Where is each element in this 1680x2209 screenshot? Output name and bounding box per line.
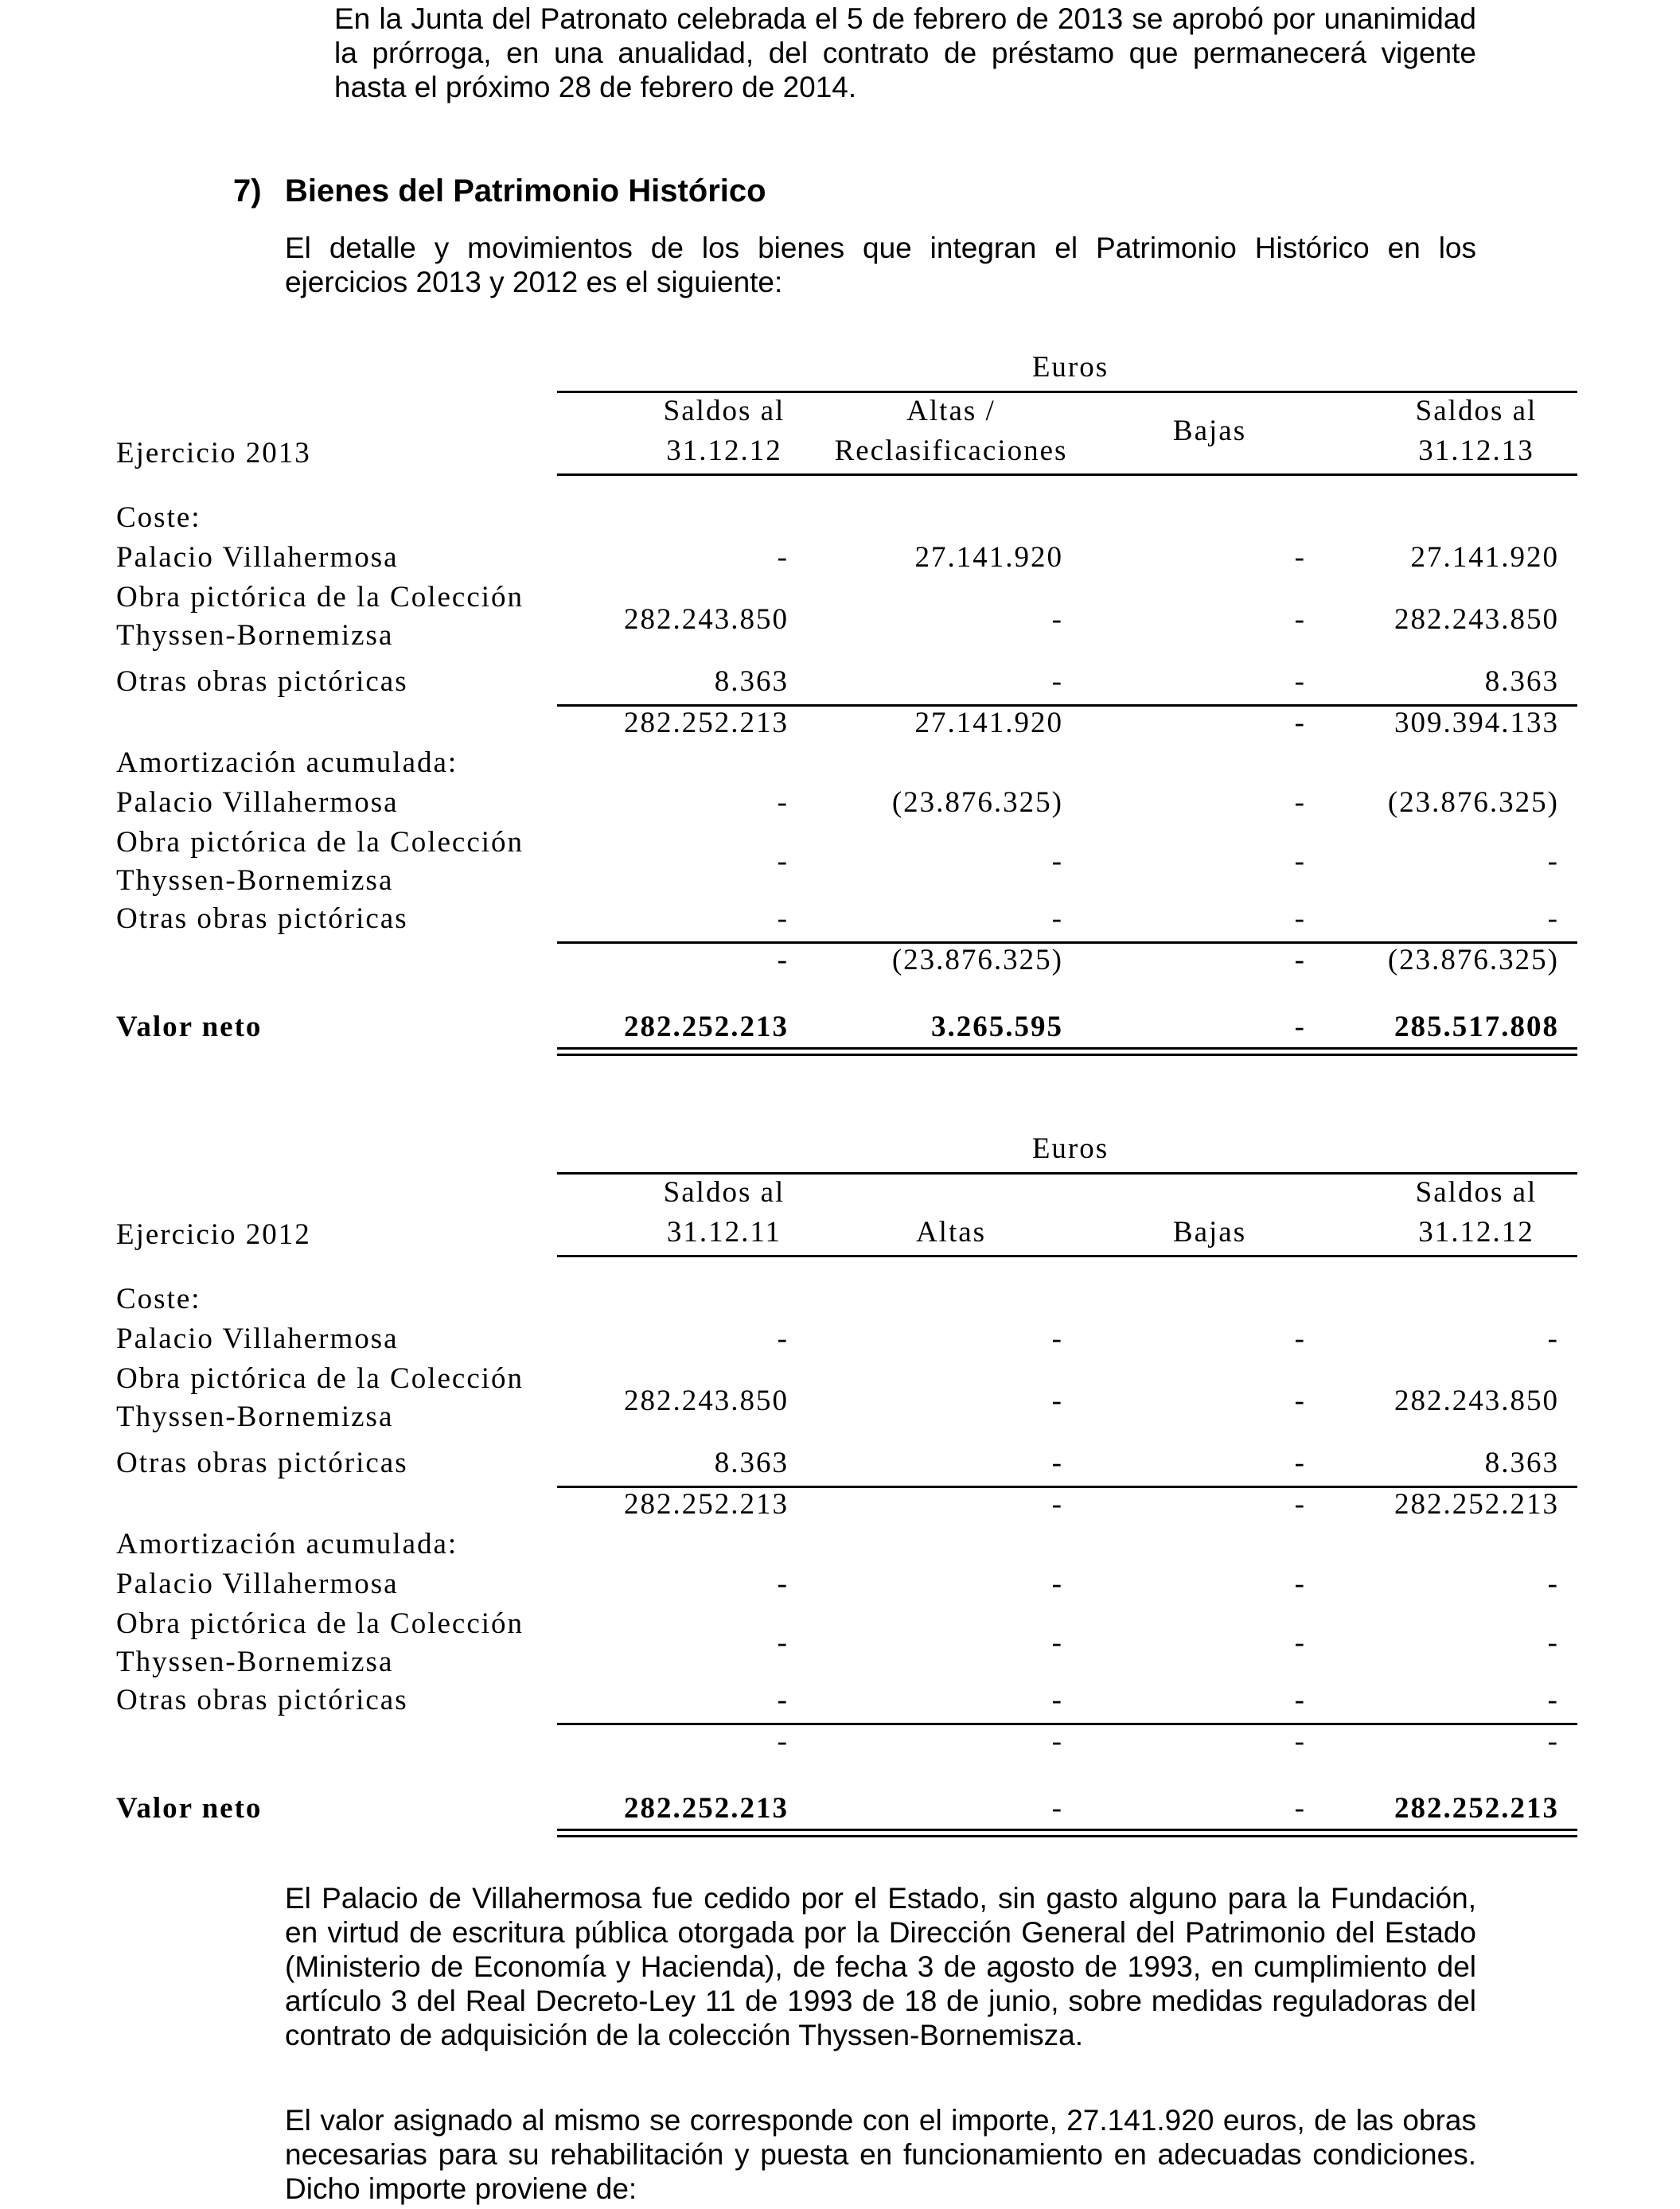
total-double-rule — [557, 1047, 1577, 1056]
col2-header-line2: Reclasificaciones — [834, 434, 1068, 467]
col4-header-line1: Saldos al — [1415, 395, 1538, 427]
coste-label: Coste: — [116, 501, 201, 534]
col2-header: Altas — [915, 1216, 987, 1249]
col1-header-line2: 31.12.12 — [666, 434, 782, 467]
coste-label: Coste: — [116, 1283, 201, 1315]
subtotal-rule — [557, 1723, 1577, 1725]
amortizacion-label: Amortización acumulada: — [116, 746, 458, 779]
section-title: Bienes del Patrimonio Histórico — [285, 173, 766, 208]
table-label-header: Ejercicio 2013 — [116, 437, 311, 469]
closing-paragraph-1: El Palacio de Villahermosa fue cedido por el Estado, sin gasto alguno para la Fundación, en virtud de escritura pública otorgada por la Dirección General del Patrimonio del Estado (Ministerio de Economía y Hacienda), de fecha 3 de agosto de 1993, en cumplimiento del artículo 3 del Real Decreto-Ley 11 de 1993 de 18 de junio, sobre medidas reguladoras del contrato de adquisición de la colección Thyssen-Bornemisza. — [285, 1882, 1476, 2051]
col4-header-line1: Saldos al — [1415, 1176, 1538, 1209]
table-label-header: Ejercicio 2012 — [116, 1218, 311, 1251]
section-description: El detalle y movimientos de los bienes que integran el Patrimonio Histórico en los ejercicios 2013 y 2012 es el siguiente: — [285, 232, 1476, 298]
section-number: 7) — [233, 173, 262, 208]
header-rule — [557, 391, 1577, 393]
col3-header: Bajas — [1172, 1216, 1247, 1249]
header-bottom-rule — [557, 473, 1577, 476]
col3-header: Bajas — [1172, 415, 1247, 447]
col1-header-line2: 31.12.11 — [666, 1216, 782, 1249]
amortizacion-label: Amortización acumulada: — [116, 1528, 458, 1560]
intro-paragraph: En la Junta del Patronato celebrada el 5 de febrero de 2013 se aprobó por unanimidad la prórroga, en una anualidad, del contrato de préstamo que permanecerá vigente hasta el próximo 28 de febrero de 2014. — [334, 2, 1476, 103]
currency-header: Euros — [1031, 1132, 1109, 1165]
col4-header-line2: 31.12.12 — [1418, 1216, 1534, 1249]
col4-header-line2: 31.12.13 — [1418, 434, 1534, 467]
col1-header-line1: Saldos al — [663, 1176, 785, 1209]
col1-header-line1: Saldos al — [663, 395, 785, 427]
col2-header-line1: Altas / — [906, 395, 996, 427]
closing-paragraph-2: El valor asignado al mismo se corresponde con el importe, 27.141.920 euros, de las obras necesarias para su rehabilitación y puesta en funcionamiento en adecuadas condiciones. Dicho importe proviene de: — [285, 2104, 1476, 2205]
total-double-rule — [557, 1829, 1577, 1837]
currency-header: Euros — [1031, 351, 1109, 384]
header-rule — [557, 1172, 1577, 1175]
header-bottom-rule — [557, 1255, 1577, 1257]
